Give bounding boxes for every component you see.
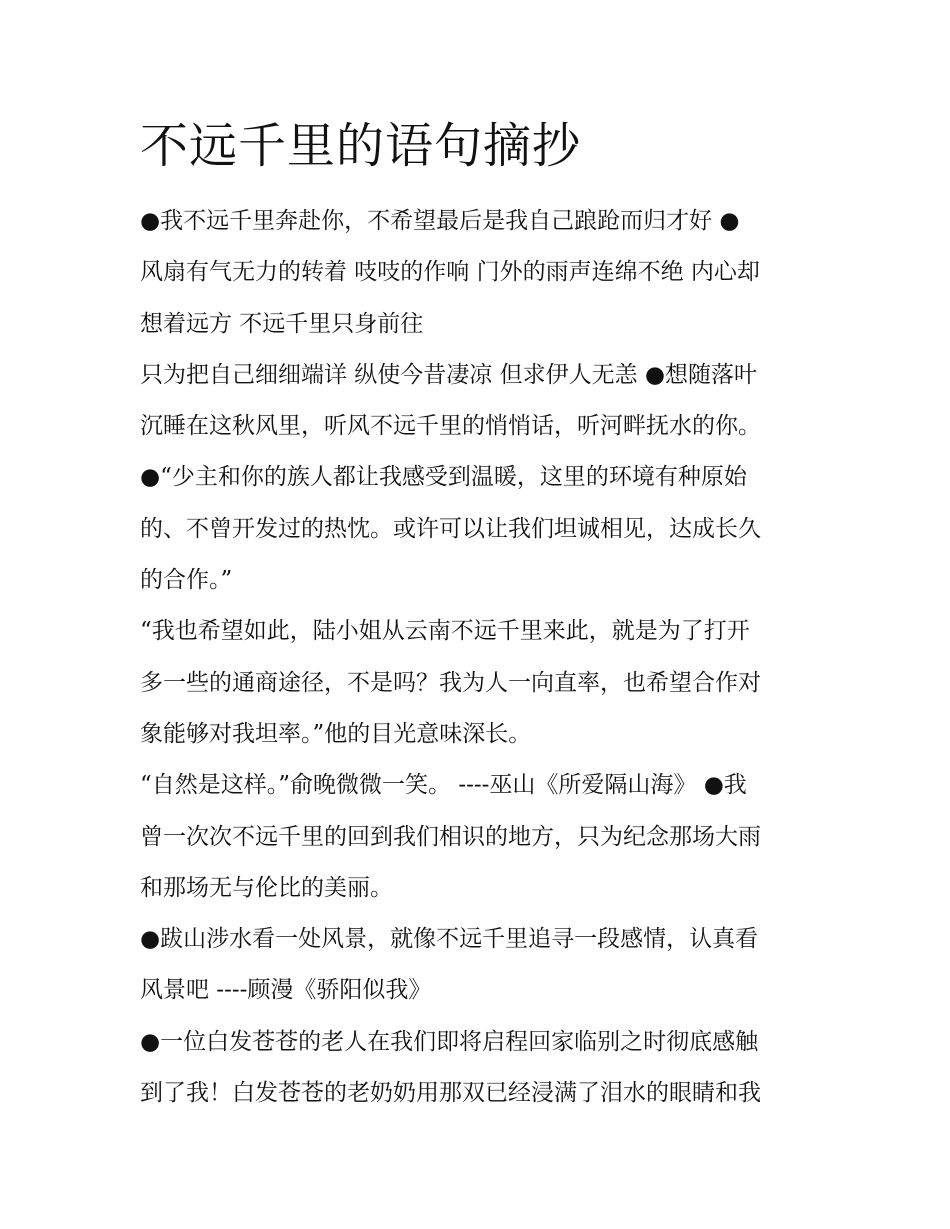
text-line: 多一些的通商途径，不是吗？我为人一向直率，也希望合作对 [140, 669, 761, 696]
text-line: 和那场无与伦比的美丽。 [140, 874, 393, 901]
text-line: ●跋山涉水看一处风景，就像不远千里追寻一段感情，认真看 [140, 926, 759, 953]
text-line: “我也希望如此，陆小姐从云南不远千里来此，就是为了打开 [140, 618, 750, 645]
text-line: 的合作。” [140, 567, 233, 594]
text-line: 象能够对我坦率。”他的目光意味深长。 [140, 720, 532, 747]
body-text [140, 196, 830, 1119]
text-line: 沉睡在这秋风里，听风不远千里的悄悄话，听河畔抚水的你。 [140, 413, 761, 440]
text-line: 想着远方 不远千里只身前往 [140, 310, 424, 337]
text-line: ●“少主和你的族人都让我感受到温暖，这里的环境有种原始 [140, 464, 747, 491]
text-line: ●我不远千里奔赴你，不希望最后是我自己踉跄而归才好 ● [140, 208, 740, 234]
text-line: ●一位白发苍苍的老人在我们即将启程回家临别之时彻底感触 [140, 1028, 759, 1055]
text-line: 的、不曾开发过的热忱。或许可以让我们坦诚相见，达成长久 [140, 515, 761, 542]
text-line: 只为把自己细细端详 纵使今昔凄凉 但求伊人无恙 ●想随落叶 [140, 361, 758, 388]
text-line: 风扇有气无力的转着 吱吱的作响 门外的雨声连绵不绝 内心却 [140, 259, 760, 286]
text-line: 到了我！白发苍苍的老奶奶用那双已经浸满了泪水的眼睛和我 [140, 1080, 761, 1107]
text-line: “自然是这样。”俞晚微微一笑。 ----巫山《所爱隔山海》 ●我 [140, 772, 747, 799]
text-line: 风景吧 ----顾漫《骄阳似我》 [140, 977, 432, 1004]
page-title: 不远千里的语句摘抄 [140, 118, 582, 174]
text-line: 曾一次次不远千里的回到我们相识的地方，只为纪念那场大雨 [140, 823, 761, 850]
